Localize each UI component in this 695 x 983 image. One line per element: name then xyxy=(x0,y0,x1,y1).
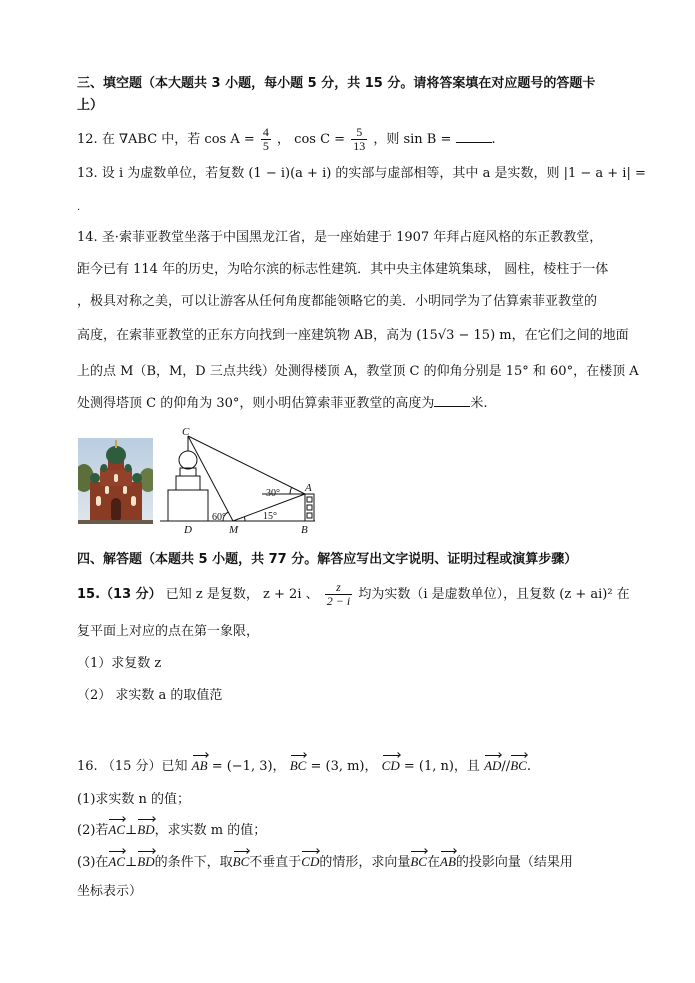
q14-line4: 高度，在索菲亚教堂的正东方向找到一座建筑物 AB，高为 (15√3 − 15) m，在它们之间的地面 xyxy=(77,328,629,343)
q16-part2-pre: (2)若 xyxy=(77,823,109,838)
q12-number: 12. xyxy=(77,132,98,147)
church-dome xyxy=(179,451,197,469)
vec-CD-2: CD xyxy=(301,852,319,872)
perp-sign-2: ⊥ xyxy=(125,855,138,870)
vec-BC-2: BC xyxy=(510,756,527,776)
building-window-2 xyxy=(307,505,312,510)
ab-value: = (−1, 3)， xyxy=(211,759,286,774)
q16-dot: . xyxy=(526,759,531,774)
label-A: A xyxy=(305,482,312,494)
question-16 xyxy=(77,756,531,777)
q16-part2 xyxy=(77,820,266,841)
q12-pre: 在 ∇ABC 中，若 cos A = xyxy=(101,132,255,147)
q14-line6-end: 米. xyxy=(470,396,488,411)
vec-AD: AD xyxy=(484,756,501,776)
label-B: B xyxy=(301,524,308,536)
q12-post: ，则 sin B = xyxy=(373,132,452,147)
line-CM xyxy=(188,436,233,521)
geometry-diagram xyxy=(160,424,325,536)
label-C: C xyxy=(182,426,190,438)
angle-15-label: 15° xyxy=(263,511,277,522)
q14-line2: 距今已有 114 年的历史，为哈尔滨的标志性建筑．其中央主体建筑集球， 圆柱，棱柱于一体 xyxy=(77,262,609,277)
q16-part3-mid2: 不垂直于 xyxy=(249,855,302,870)
angle-60-label: 60° xyxy=(212,512,226,523)
q15-frac-den: 2 − i xyxy=(326,594,351,608)
q16-part2-post: ，求实数 m 的值； xyxy=(154,823,267,838)
q15-post: 均为实数（i 是虚数单位），且复数 (z + ai)² 在 xyxy=(358,587,630,602)
q15-fraction xyxy=(325,581,352,608)
building-window-1 xyxy=(307,497,312,502)
label-D: D xyxy=(184,524,192,536)
angle-labels xyxy=(212,488,280,523)
q16-part1: (1)求实数 n 的值； xyxy=(77,792,191,807)
q16-score: （15 分）已知 xyxy=(101,759,188,774)
parallel-sign: // xyxy=(501,759,511,774)
section3-heading-line1: 三、填空题（本大题共 3 小题，每小题 5 分，共 15 分。请将答案填在对应题号的答题卡 xyxy=(77,76,596,91)
q14-line6-text: 处测得塔顶 C 的仰角为 30°，则小明估算索菲亚教堂的高度为 xyxy=(77,396,435,411)
vec-AB-2: AB xyxy=(440,852,456,872)
cosA-fraction xyxy=(261,126,271,153)
arc-15 xyxy=(244,517,245,521)
question-13-line2: . xyxy=(77,202,81,213)
cosC-fraction xyxy=(351,126,367,153)
q16-part3-end: 的投影向量（结果用 xyxy=(455,855,573,870)
vec-CD: CD xyxy=(382,756,400,776)
q15-part1: （1）求复数 z xyxy=(77,656,162,671)
q14-line5: 上的点 M（B，M，D 三点共线）处测得楼顶 A，教堂顶 C 的仰角分别是 15° 和 60°，在楼顶 A xyxy=(77,364,639,379)
cosA-num: 4 xyxy=(262,125,269,139)
q12-mid: ， cos C = xyxy=(277,132,346,147)
vec-AC: AC xyxy=(108,820,125,840)
q16-part3-mid3: 的情形，求向量 xyxy=(319,855,411,870)
vec-BD: BD xyxy=(137,820,154,840)
vec-BD-2: BD xyxy=(137,852,154,872)
q16-part3-pre: (3)在 xyxy=(77,855,109,870)
building-AB xyxy=(305,494,314,521)
cd-value: = (1, n)，且 xyxy=(403,759,480,774)
q16-part3 xyxy=(77,852,573,873)
q12-answer-blank xyxy=(456,130,492,143)
q14-line3: ，极具对称之美，可以让游客从任何角度都能领略它的美．小明同学为了估算索菲亚教堂的 xyxy=(77,294,598,309)
diagram-lines xyxy=(160,436,315,521)
q15-line2: 复平面上对应的点在第一象限， xyxy=(77,624,260,639)
q15-pre: 已知 z 是复数， z + 2i 、 xyxy=(165,587,319,602)
question-15 xyxy=(77,580,630,610)
q12-end: . xyxy=(491,132,496,147)
section3-heading-line2: 上） xyxy=(77,98,104,113)
q15-frac-num: z xyxy=(325,581,352,595)
q16-number: 16. xyxy=(77,759,98,774)
cosA-den: 5 xyxy=(262,139,269,153)
cosC-den: 13 xyxy=(353,139,366,153)
cathedral-photo xyxy=(78,438,153,524)
building-window-3 xyxy=(307,513,312,518)
perp-sign: ⊥ xyxy=(125,823,138,838)
label-M: M xyxy=(229,524,239,536)
church-base xyxy=(168,490,208,521)
q14-line1: 14. 圣·索菲亚教堂坐落于中国黑龙江省，是一座始建于 1907 年拜占庭风格的东正教教堂， xyxy=(77,230,603,245)
q16-part3-line2: 坐标表示） xyxy=(77,884,143,899)
section4-heading: 四、解答题（本题共 5 小题，共 77 分。解答应写出文字说明、证明过程或演算步骤） xyxy=(77,552,578,567)
cosC-num: 5 xyxy=(351,126,367,140)
vec-AB: AB xyxy=(192,756,208,776)
vec-BC-4: BC xyxy=(410,852,427,872)
q14-answer-blank xyxy=(434,394,470,407)
question-12 xyxy=(77,126,496,154)
arc-30 xyxy=(290,487,292,494)
q15-number: 15.（13 分） xyxy=(77,587,162,602)
line-CA xyxy=(188,436,305,494)
vec-AC-2: AC xyxy=(108,852,125,872)
vec-BC-3: BC xyxy=(233,852,250,872)
bc-value: = (3, m)， xyxy=(310,759,378,774)
angle-30-label: 30° xyxy=(266,488,280,499)
q16-part3-mid4: 在 xyxy=(426,855,440,870)
q14-line6 xyxy=(77,394,488,414)
vec-BC: BC xyxy=(290,756,307,776)
question-13: 13. 设 i 为虚数单位，若复数 (1 − i)(a + i) 的实部与虚部相等，其中 a 是实数，则 |1 − a + i| = xyxy=(77,166,646,181)
church-middle xyxy=(176,476,200,490)
q16-part3-mid: 的条件下，取 xyxy=(154,855,233,870)
q15-part2: （2） 求实数 a 的取值范 xyxy=(77,688,223,703)
